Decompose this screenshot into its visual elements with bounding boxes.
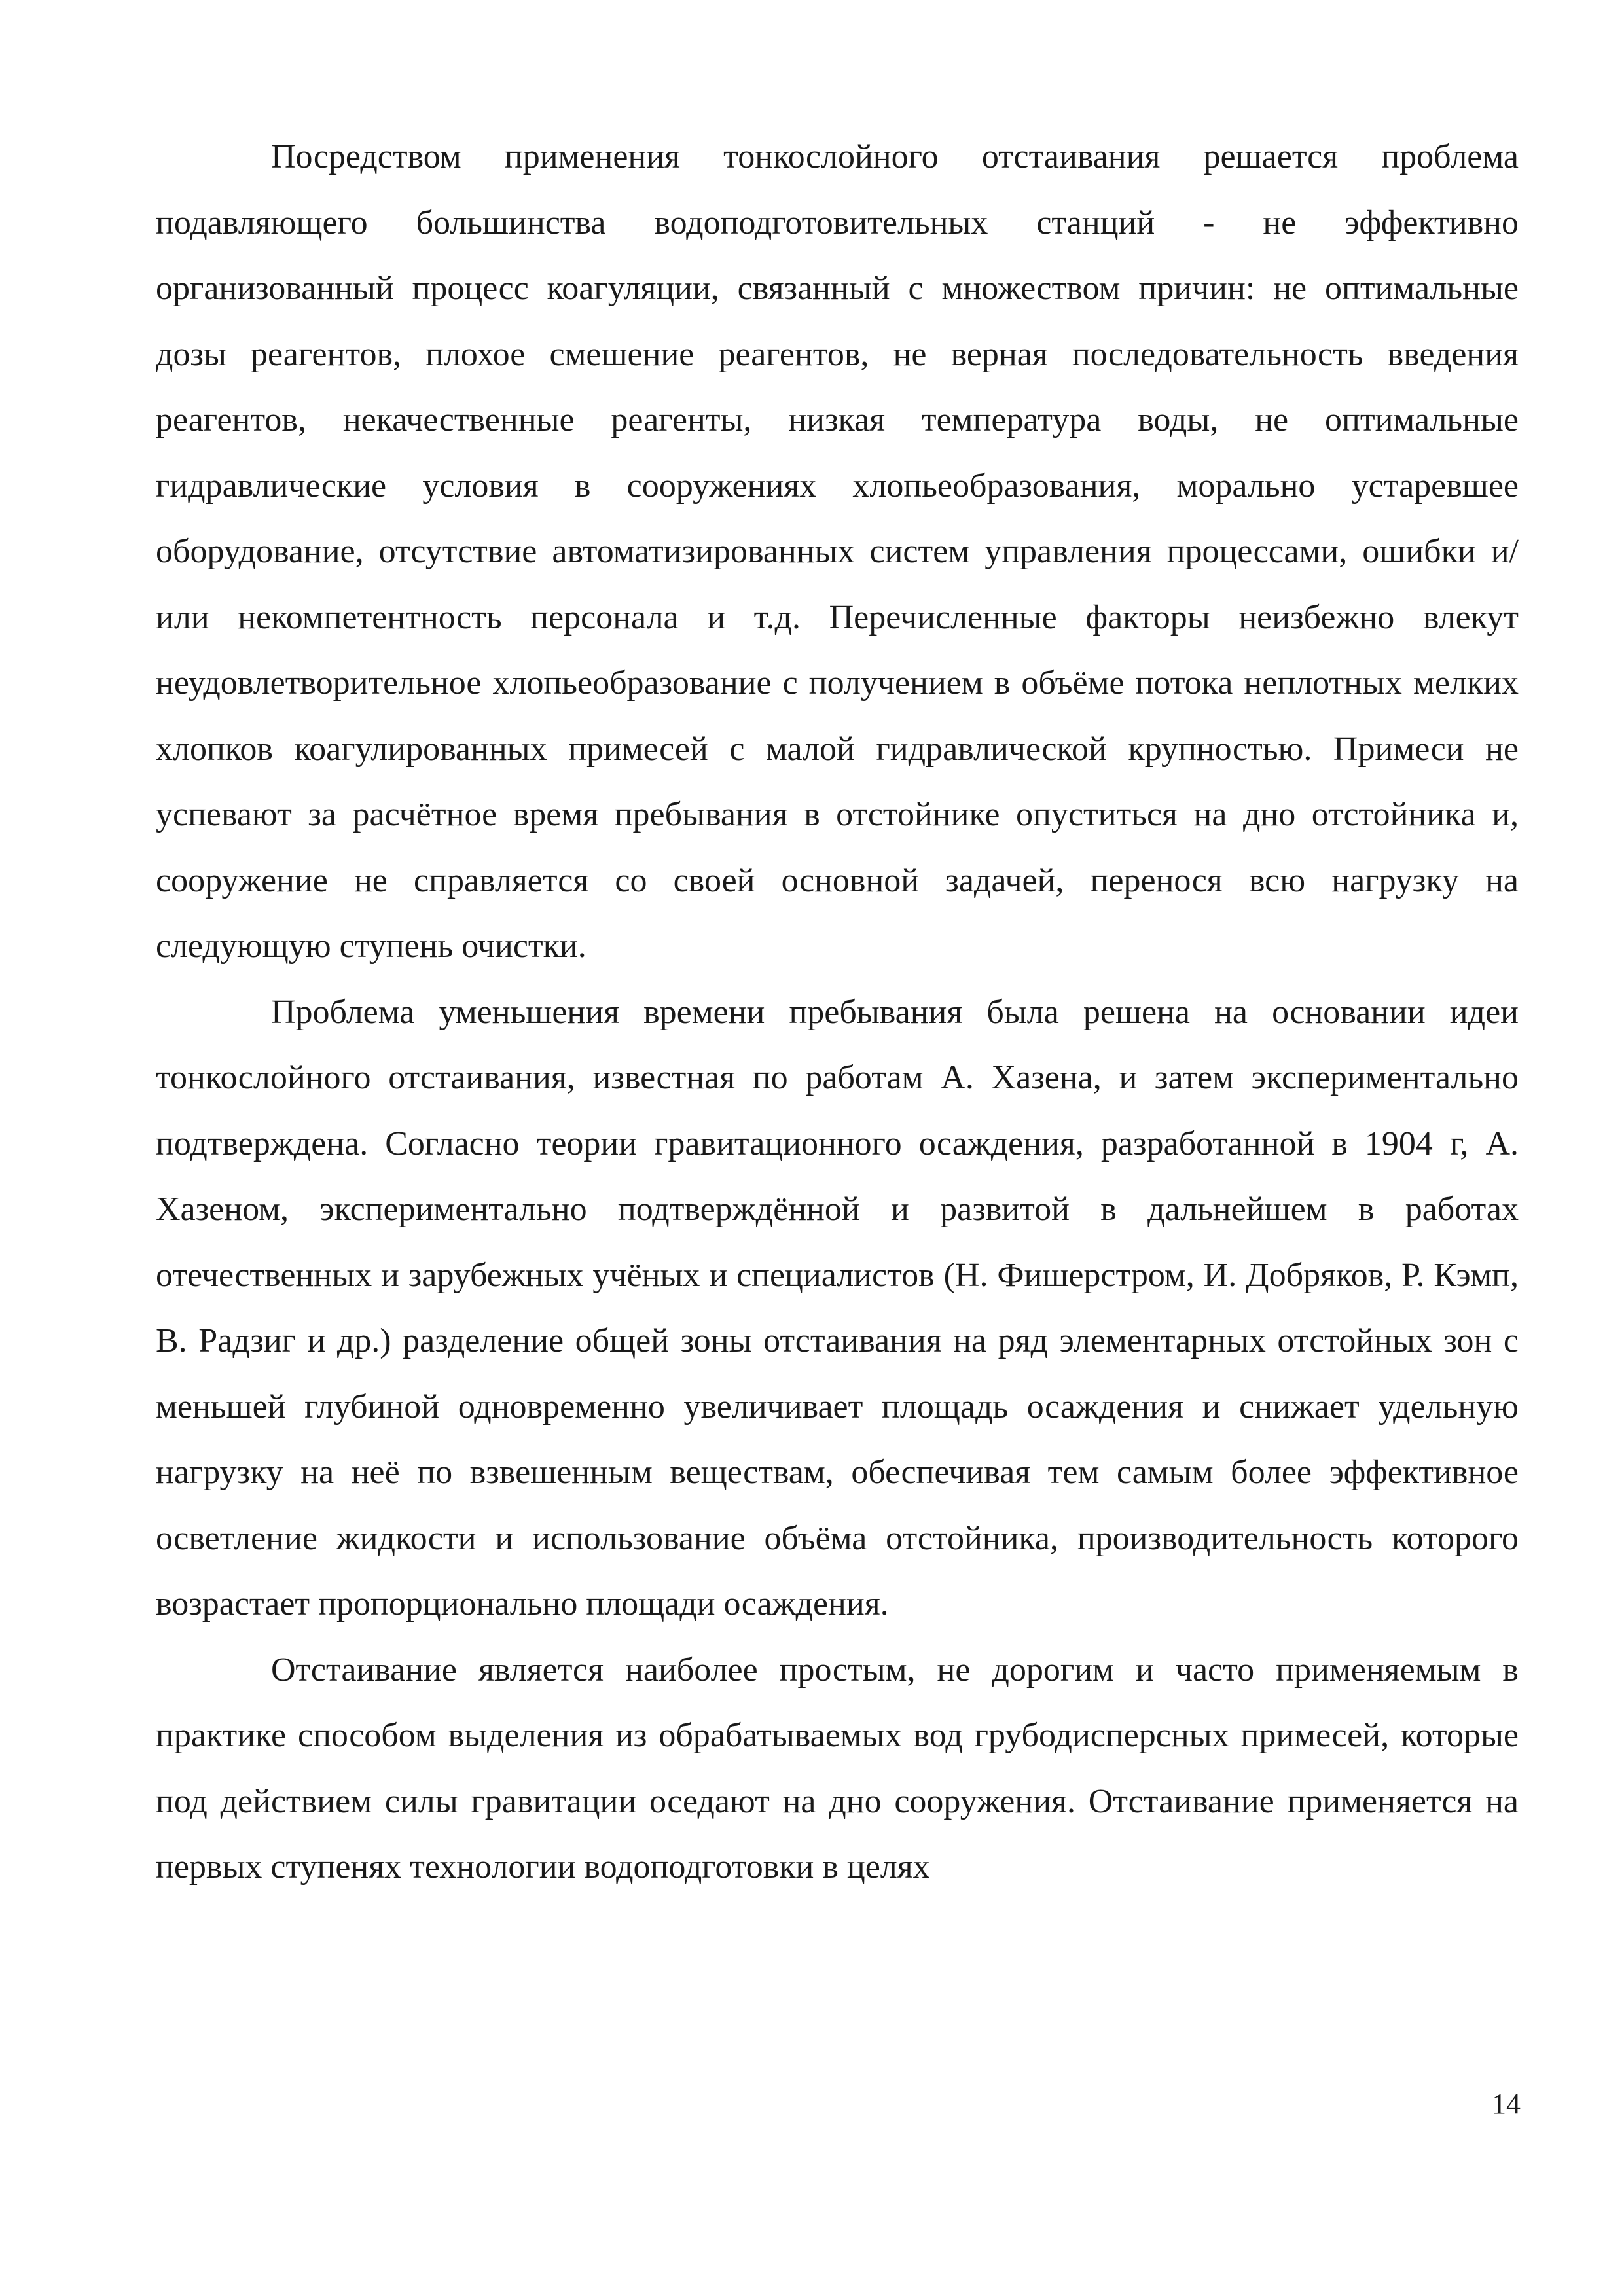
body-text (156, 124, 1519, 1901)
page-number: 14 (1492, 2088, 1521, 2120)
paragraph-1: Посредством применения тонкослойного отстаивания решается проблема подавляющего большинства водоподготовительных станций - не эффективно организованный процесс коагуляции, связанный с множеством причин: не оптимальные дозы реагентов, плохое смешение реагентов, не верная последовательность введения реагентов, некачественные реагенты, низкая температура воды, не оптимальные гидравлические условия в сооружениях хлопьеобразования, морально устаревшее оборудование, отсутствие автоматизированных систем управления процессами, ошибки и/или некомпетентность персонала и т.д. Перечисленные факторы неизбежно влекут неудовлетворительное хлопьеобразование с получением в объёме потока неплотных мелких хлопков коагулированных примесей с малой гидравлической крупностью. Примеси не успевают за расчётное время пребывания в отстойнике опуститься на дно отстойника и, сооружение не справляется со своей основной задачей, перенося всю нагрузку на следующую ступень очистки. (156, 138, 1519, 965)
paragraph-2: Проблема уменьшения времени пребывания была решена на основании идеи тонкослойного отстаивания, известная по работам А. Хазена, и затем экспериментально подтверждена. Согласно теории гравитационного осаждения, разработанной в 1904 г, А. Хазеном, экспериментально подтверждённой и развитой в дальнейшем в работах отечественных и зарубежных учёных и специалистов (Н. Фишерстром, И. Добряков, Р. Кэмп, В. Радзиг и др.) разделение общей зоны отстаивания на ряд элементарных отстойных зон с меньшей глубиной одновременно увеличивает площадь осаждения и снижает удельную нагрузку на неё по взвешенным веществам, обеспечивая тем самым более эффективное осветление жидкости и использование объёма отстойника, производительность которого возрастает пропорционально площади осаждения. (156, 993, 1519, 1623)
paragraph-3: Отстаивание является наиболее простым, не дорогим и часто применяемым в практике способом выделения из обрабатываемых вод грубодисперсных примесей, которые под действием силы гравитации оседают на дно сооружения. Отстаивание применяется на первых ступенях технологии водоподготовки в целях (156, 1651, 1519, 1886)
